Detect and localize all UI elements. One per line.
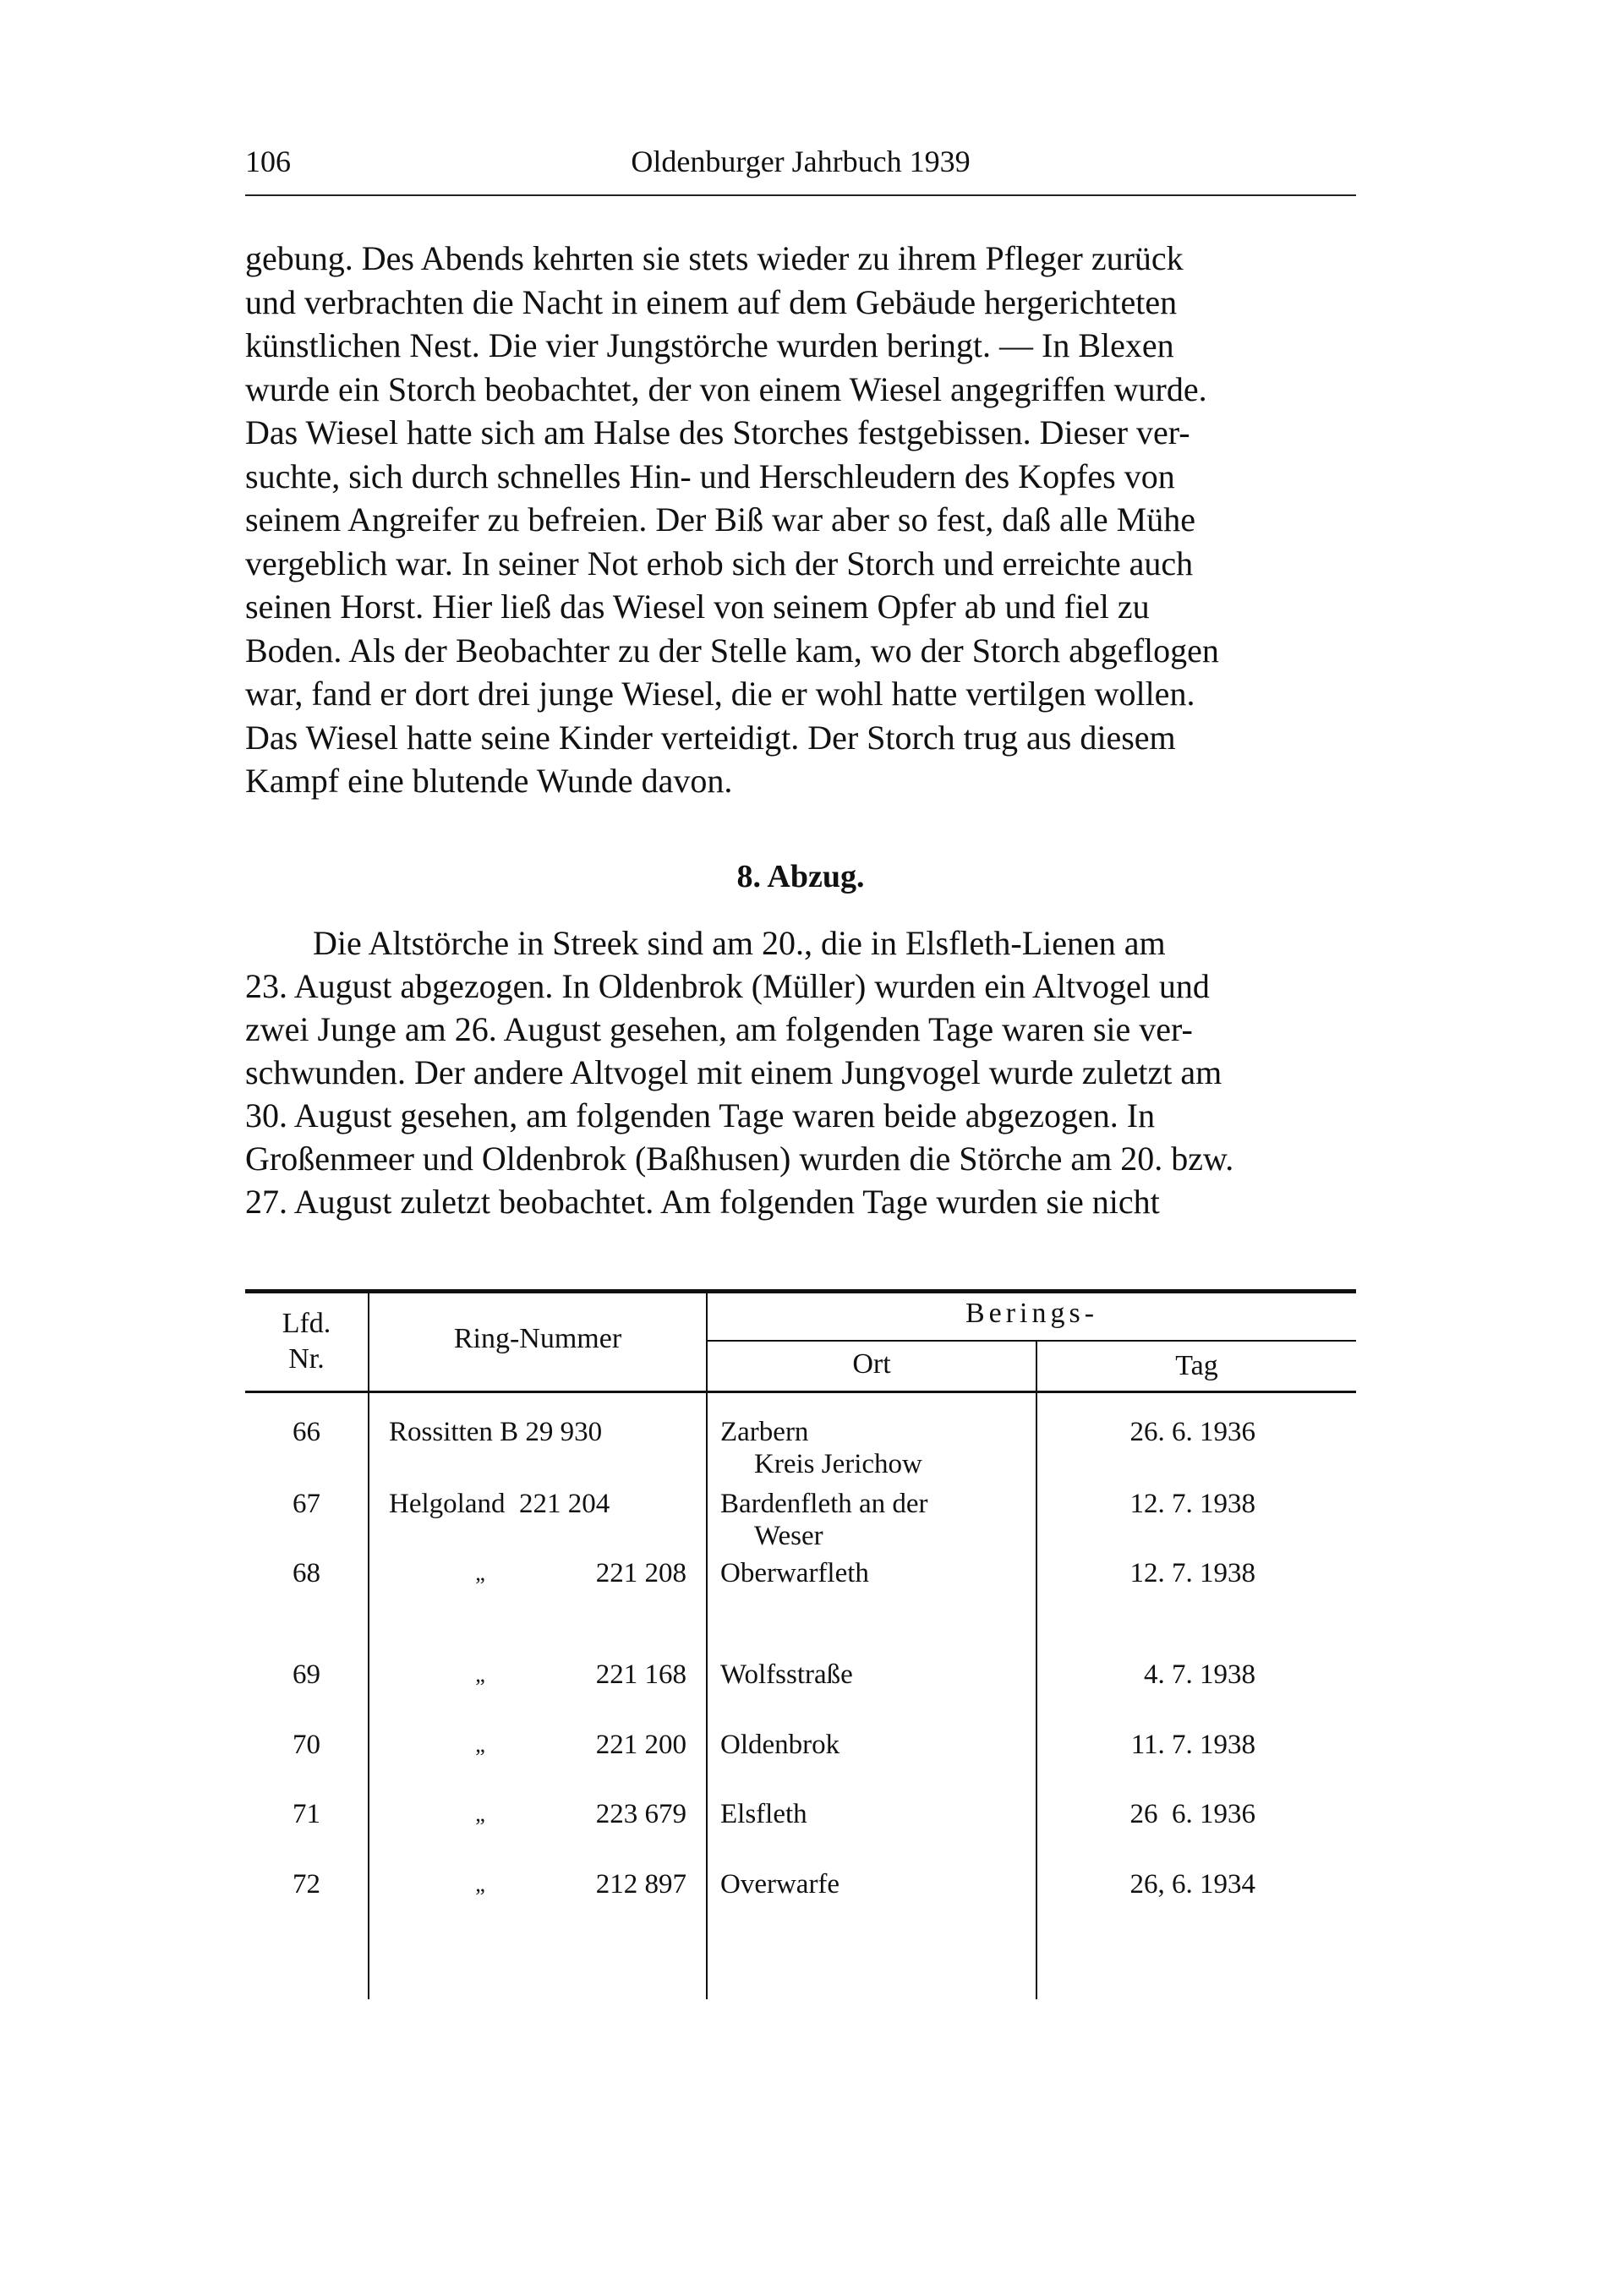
cell-ort bbox=[720, 1416, 1033, 1480]
cell-tag: 4. 7. 1938 bbox=[1144, 1659, 1255, 1690]
body-paragraph bbox=[245, 237, 1356, 803]
text-line: Das Wiesel hatte sich am Halse des Storches festgebissen. Dieser ver- bbox=[245, 413, 1190, 451]
cell-nr: 72 bbox=[293, 1869, 320, 1900]
cell-ort: Oberwarfleth bbox=[720, 1558, 869, 1588]
text-line: seinen Horst. Hier ließ das Wiesel von seinem Opfer ab und fiel zu bbox=[245, 588, 1150, 626]
cell-ring-number: 223 679 bbox=[595, 1799, 686, 1829]
text-line: 23. August abgezogen. In Oldenbrok (Müller) wurden ein Altvogel und bbox=[245, 967, 1210, 1005]
column-divider bbox=[368, 1293, 369, 1999]
text-line: 27. August zuletzt beobachtet. Am folgenden Tage wurden sie nicht bbox=[245, 1183, 1160, 1221]
cell-ring: Rossitten B 29 930 bbox=[389, 1417, 603, 1447]
cell-nr: 71 bbox=[293, 1799, 320, 1829]
header-lfd-line2: Nr. bbox=[288, 1343, 325, 1375]
text-line: künstlichen Nest. Die vier Jungstörche wurden beringt. — In Blexen bbox=[245, 326, 1174, 364]
cell-ort: Overwarfe bbox=[720, 1869, 840, 1900]
section-heading: 8. Abzug. bbox=[736, 859, 865, 894]
page-header bbox=[245, 144, 1356, 194]
cell-ort: Elsfleth bbox=[720, 1799, 807, 1829]
ringing-table bbox=[245, 1289, 1356, 2008]
cell-ring-number: 221 200 bbox=[595, 1730, 686, 1760]
page-number: 106 bbox=[245, 145, 291, 178]
ditto-mark: „ bbox=[475, 1872, 485, 1896]
cell-ort bbox=[720, 1488, 1033, 1552]
header-ort: Ort bbox=[852, 1348, 891, 1380]
header-lfd-line1: Lfd. bbox=[282, 1308, 331, 1339]
header-lfd-nr bbox=[245, 1306, 368, 1377]
cell-tag: 12. 7. 1938 bbox=[1129, 1489, 1255, 1519]
column-divider bbox=[706, 1293, 708, 1999]
ditto-mark: „ bbox=[475, 1561, 485, 1585]
cell-tag: 26, 6. 1934 bbox=[1129, 1869, 1255, 1900]
text-line: schwunden. Der andere Altvogel mit einem Jungvogel wurde zuletzt am bbox=[245, 1053, 1222, 1091]
header-berings: Berings- bbox=[965, 1298, 1099, 1329]
header-rule bbox=[245, 194, 1356, 196]
text-line: Die Altstörche in Streek sind am 20., die in Elsfleth-Lienen am bbox=[313, 924, 1166, 962]
cell-ort-line1: Bardenfleth an der bbox=[720, 1489, 928, 1519]
text-line: Großenmeer und Oldenbrok (Baßhusen) wurden die Störche am 20. bzw. bbox=[245, 1140, 1234, 1178]
cell-ort: Oldenbrok bbox=[720, 1730, 840, 1760]
cell-nr: 67 bbox=[293, 1489, 320, 1519]
text-line: seinem Angreifer zu befreien. Der Biß war aber so fest, daß alle Mühe bbox=[245, 500, 1196, 538]
text-line: Boden. Als der Beobachter zu der Stelle kam, wo der Storch abgeflogen bbox=[245, 631, 1219, 670]
text-line: gebung. Des Abends kehrten sie stets wieder zu ihrem Pfleger zurück bbox=[245, 239, 1184, 277]
cell-tag: 26. 6. 1936 bbox=[1129, 1417, 1255, 1447]
text-line: 30. August gesehen, am folgenden Tage waren beide abgezogen. In bbox=[245, 1096, 1156, 1134]
cell-ring-number: 221 208 bbox=[595, 1558, 686, 1588]
text-line: wurde ein Storch beobachtet, der von einem Wiesel angegriffen wurde. bbox=[245, 369, 1207, 408]
cell-ort-line2: Kreis Jerichow bbox=[754, 1449, 922, 1479]
cell-tag: 11. 7. 1938 bbox=[1130, 1730, 1255, 1760]
text-line: und verbrachten die Nacht in einem auf dem Gebäude hergerichteten bbox=[245, 282, 1178, 321]
header-ring-nummer: Ring-Nummer bbox=[453, 1323, 622, 1354]
table-top-rule bbox=[245, 1289, 1356, 1293]
text-line: war, fand er dort drei junge Wiesel, die er wohl hatte vertilgen wollen. bbox=[245, 675, 1195, 713]
cell-ring-number: 221 168 bbox=[595, 1659, 686, 1690]
table-header-rule bbox=[245, 1391, 1356, 1393]
section-paragraph bbox=[245, 921, 1356, 1223]
ditto-mark: „ bbox=[475, 1801, 485, 1826]
cell-tag: 26 6. 1936 bbox=[1129, 1799, 1255, 1829]
cell-ort-line2: Weser bbox=[754, 1521, 823, 1551]
cell-ort: Wolfsstraße bbox=[720, 1659, 853, 1690]
column-divider bbox=[1036, 1342, 1037, 1999]
cell-nr: 68 bbox=[293, 1558, 320, 1588]
cell-tag: 12. 7. 1938 bbox=[1129, 1558, 1255, 1588]
text-line: Kampf eine blutende Wunde davon. bbox=[245, 762, 733, 800]
text-line: zwei Junge am 26. August gesehen, am folgenden Tage waren sie ver- bbox=[245, 1010, 1193, 1048]
text-line: Das Wiesel hatte seine Kinder verteidigt. Der Storch trug aus diesem bbox=[245, 718, 1176, 757]
header-tag: Tag bbox=[1175, 1350, 1218, 1381]
cell-ring-number: 212 897 bbox=[595, 1869, 686, 1900]
cell-nr: 69 bbox=[293, 1659, 320, 1690]
ditto-mark: „ bbox=[475, 1732, 485, 1757]
cell-ring: Helgoland 221 204 bbox=[389, 1489, 610, 1519]
cell-nr: 66 bbox=[293, 1417, 320, 1447]
cell-ort-line1: Zarbern bbox=[720, 1417, 809, 1447]
ditto-mark: „ bbox=[475, 1662, 485, 1686]
running-title: Oldenburger Jahrbuch 1939 bbox=[631, 145, 971, 178]
table-subheader-rule bbox=[706, 1340, 1356, 1342]
text-line: suchte, sich durch schnelles Hin- und Herschleudern des Kopfes von bbox=[245, 456, 1175, 495]
text-line: vergeblich war. In seiner Not erhob sich der Storch und erreichte auch bbox=[245, 544, 1194, 582]
cell-nr: 70 bbox=[293, 1730, 320, 1760]
